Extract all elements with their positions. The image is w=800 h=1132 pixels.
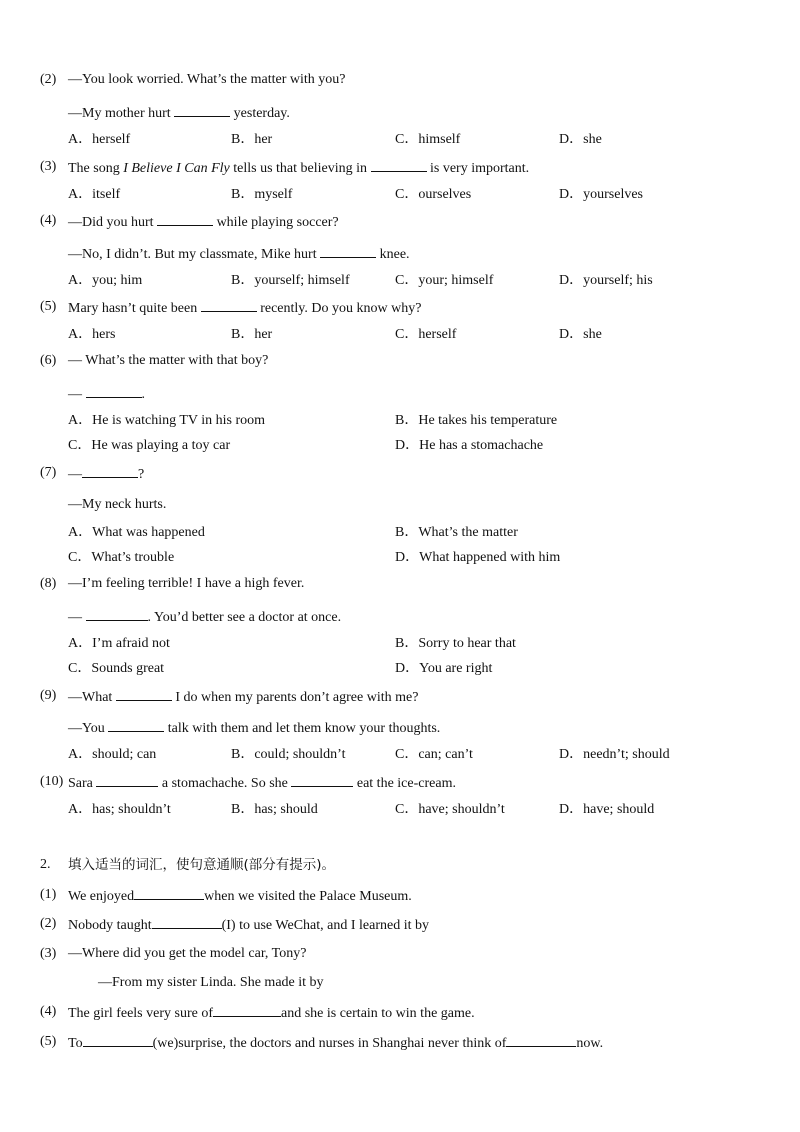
answer-blank — [152, 915, 222, 929]
answer-blank — [371, 158, 427, 172]
option-b: B．has; should — [231, 802, 318, 817]
item-number: (4) — [40, 1004, 57, 1019]
option-c: C．have; shouldn’t — [395, 802, 505, 817]
question-line: —You talk with them and let them know your thoughts. — [68, 718, 440, 738]
option-c: C．herself — [395, 327, 457, 342]
question-number: (7) — [40, 465, 57, 480]
answer-blank — [86, 384, 142, 398]
option-a: A．He is watching TV in his room — [68, 413, 266, 428]
question-number: (4) — [40, 213, 57, 228]
option-d: D．yourself; his — [559, 273, 653, 288]
answer-blank — [291, 773, 353, 787]
option-c: C．your; himself — [395, 273, 494, 288]
option-c: C．He was playing a toy car — [68, 438, 231, 453]
question-number: (10) — [40, 774, 64, 789]
option-a: A．herself — [68, 132, 131, 147]
question-number: (3) — [40, 159, 57, 174]
option-d: D．needn’t; should — [559, 747, 670, 762]
item-number: (3) — [40, 946, 57, 961]
answer-blank — [134, 886, 204, 900]
item-line: To (we)surprise, the doctors and nurses in Shanghai never think of now. — [68, 1033, 603, 1053]
option-c: C．Sounds great — [68, 661, 165, 676]
option-d: D．He has a stomachache — [395, 438, 544, 453]
answer-blank — [213, 1003, 281, 1017]
song-title: I Believe I Can Fly — [123, 161, 230, 176]
option-d: D．she — [559, 132, 602, 147]
option-d: D．What happened with him — [395, 550, 561, 565]
item-number: (1) — [40, 887, 57, 902]
question-number: (8) — [40, 576, 57, 591]
option-a: A．you; him — [68, 273, 143, 288]
option-c: C．can; can’t — [395, 747, 473, 762]
question-line: —You look worried. What’s the matter with you? — [68, 72, 346, 87]
answer-blank — [320, 244, 376, 258]
option-b: B．What’s the matter — [395, 525, 518, 540]
option-b: B．yourself; himself — [231, 273, 350, 288]
question-line: —My neck hurts. — [68, 497, 167, 512]
answer-blank — [116, 687, 172, 701]
answer-blank — [174, 103, 230, 117]
section-number: 2. — [40, 857, 51, 872]
answer-blank — [86, 607, 148, 621]
option-a: A．itself — [68, 187, 121, 202]
answer-blank — [108, 718, 164, 732]
answer-blank — [82, 464, 138, 478]
option-b: B．myself — [231, 187, 293, 202]
option-a: A．has; shouldn’t — [68, 802, 171, 817]
option-a: A．should; can — [68, 747, 157, 762]
answer-blank — [506, 1033, 576, 1047]
item-line: Nobody taught (I) to use WeChat, and I learned it by — [68, 915, 429, 935]
item-number: (2) — [40, 916, 57, 931]
option-d: D．You are right — [395, 661, 493, 676]
answer-blank — [96, 773, 158, 787]
option-a: A．I’m afraid not — [68, 636, 170, 651]
question-line: The song I Believe I Can Fly tells us that believing in is very important. — [68, 158, 529, 178]
answer-blank — [83, 1033, 153, 1047]
option-b: B．her — [231, 132, 273, 147]
question-line: — . You’d better see a doctor at once. — [68, 607, 341, 627]
question-line: — . — [68, 384, 145, 404]
question-number: (6) — [40, 353, 57, 368]
item-line: We enjoyed when we visited the Palace Museum. — [68, 886, 412, 906]
question-line: — What’s the matter with that boy? — [68, 353, 269, 368]
question-number: (9) — [40, 688, 57, 703]
section-heading: 填入适当的词汇，使句意通顺(部分有提示)。 — [68, 857, 336, 873]
option-b: B．her — [231, 327, 273, 342]
item-line: The girl feels very sure of and she is certain to win the game. — [68, 1003, 475, 1023]
option-b: B．could; shouldn’t — [231, 747, 346, 762]
question-line: — ? — [68, 464, 144, 484]
item-line: —Where did you get the model car, Tony? — [68, 946, 307, 961]
answer-blank — [157, 212, 213, 226]
question-line: —I’m feeling terrible! I have a high fever. — [68, 576, 305, 591]
option-c: C．What’s trouble — [68, 550, 175, 565]
question-line: Sara a stomachache. So she eat the ice-cream. — [68, 773, 456, 793]
question-line: Mary hasn’t quite been recently. Do you know why? — [68, 298, 421, 318]
answer-blank — [201, 298, 257, 312]
option-b: B．He takes his temperature — [395, 413, 558, 428]
item-number: (5) — [40, 1034, 57, 1049]
option-d: D．yourselves — [559, 187, 644, 202]
item-line: —From my sister Linda. She made it by — [98, 975, 324, 990]
option-b: B．Sorry to hear that — [395, 636, 516, 651]
option-d: D．she — [559, 327, 602, 342]
question-line: —My mother hurt yesterday. — [68, 103, 290, 123]
question-number: (2) — [40, 72, 57, 87]
question-line: —Did you hurt while playing soccer? — [68, 212, 339, 232]
option-d: D．have; should — [559, 802, 655, 817]
option-c: C．himself — [395, 132, 461, 147]
option-a: A．hers — [68, 327, 116, 342]
question-number: (5) — [40, 299, 57, 314]
option-c: C．ourselves — [395, 187, 472, 202]
question-line: —No, I didn’t. But my classmate, Mike hurt knee. — [68, 244, 410, 264]
question-line: —What I do when my parents don’t agree with me? — [68, 687, 418, 707]
option-a: A．What was happened — [68, 525, 205, 540]
